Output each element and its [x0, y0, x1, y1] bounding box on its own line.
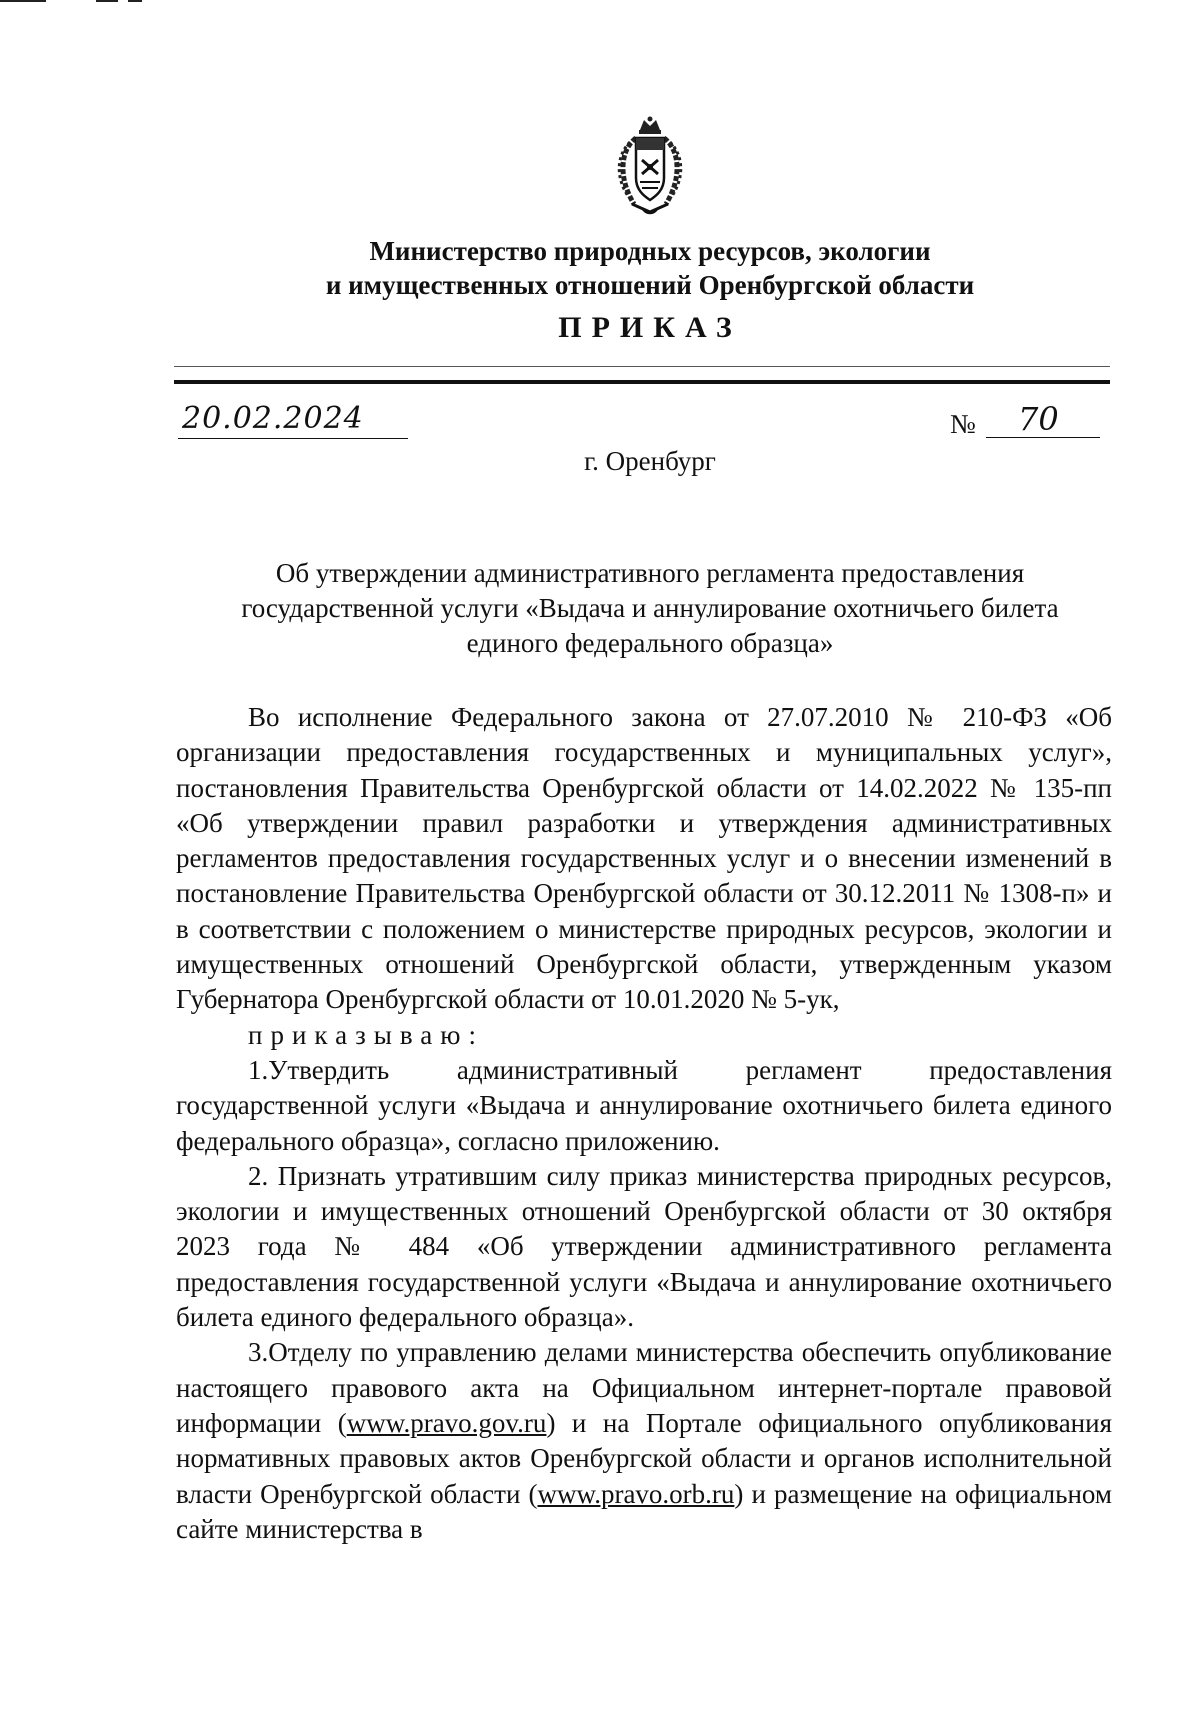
prikazyvayu-line: приказываю:: [248, 1019, 484, 1050]
item-3-text-part-1: 3.Отделу по управлению делами министерства обеспечить опубликование настоящего правового акта на Официальном интернет-портале правовой информации (: [176, 1337, 1112, 1438]
subject-line-1: Об утверждении административного регламента предоставления: [275, 558, 1025, 588]
order-body: [176, 700, 1112, 1547]
scan-edge-mark: [0, 0, 46, 2]
link-pravo-gov-ru[interactable]: www.pravo.gov.ru: [346, 1407, 547, 1438]
item-3-text-part-2: ) и на Портале официального опубликования нормативных правовых актов Оренбургской области и органов исполнительной власти Оренбургской области (: [176, 1407, 1112, 1509]
ministry-name-line-1: Министерство природных ресурсов, экологии: [369, 236, 931, 266]
header-rule-thin: [174, 366, 1110, 367]
link-pravo-orb-ru[interactable]: www.pravo.orb.ru: [537, 1478, 735, 1509]
subject-line-3: единого федерального образца»: [466, 628, 834, 658]
item-2-paragraph: 2. Признать утратившим силу приказ министерства природных ресурсов, экологии и имущественных отношений Оренбургской области от 30 октября 2023 года № 484 «Об утверждении административного регламента предоставления государственной услуги «Выдача и аннулирование охотничьего билета единого федерального образца».: [176, 1160, 1112, 1333]
scan-edge-mark: [96, 0, 118, 2]
city-line: г. Оренбург: [584, 446, 716, 476]
coat-of-arms-icon: [614, 116, 686, 216]
preamble-paragraph: Во исполнение Федерального закона от 27.07.2010 № 210-ФЗ «Об организации предоставления государственных и муниципальных услуг», постановления Правительства Оренбургской области от 14.02.2022 № 135-пп «Об утверждении правил разработки и утверждения административных регламентов предоставления государственных услуг и о внесении изменений в постановление Правительства Оренбургской области от 30.12.2011 № 1308-п» и в соответствии с положением о министерстве природных ресурсов, экологии и имущественных отношений Оренбургской области, утвержденным указом Губернатора Оренбургской области от 10.01.2020 № 5-ук,: [176, 702, 1112, 1015]
handwritten-number: 70: [986, 400, 1100, 438]
document-type-title: ПРИКАЗ: [558, 311, 742, 344]
header-rule-thick: [174, 380, 1110, 384]
subject-line-2: государственной услуги «Выдача и аннулирование охотничьего билета: [241, 593, 1059, 623]
item-1-paragraph: 1.Утвердить административный регламент предоставления государственной услуги «Выдача и аннулирование охотничьего билета единого федерального образца», согласно приложению.: [176, 1054, 1112, 1156]
number-label: №: [950, 409, 976, 439]
coat-of-arms-emblem: [614, 116, 686, 216]
item-3-text-part-3: ) и размещение на официальном сайте министерства в: [176, 1478, 1112, 1544]
order-subject: [176, 556, 1124, 661]
ministry-name-line-2: и имущественных отношений Оренбургской области: [325, 270, 975, 300]
item-3-paragraph: [176, 1335, 1112, 1547]
scan-edge-mark: [128, 0, 142, 2]
handwritten-date: 20.02.2024: [178, 400, 408, 439]
